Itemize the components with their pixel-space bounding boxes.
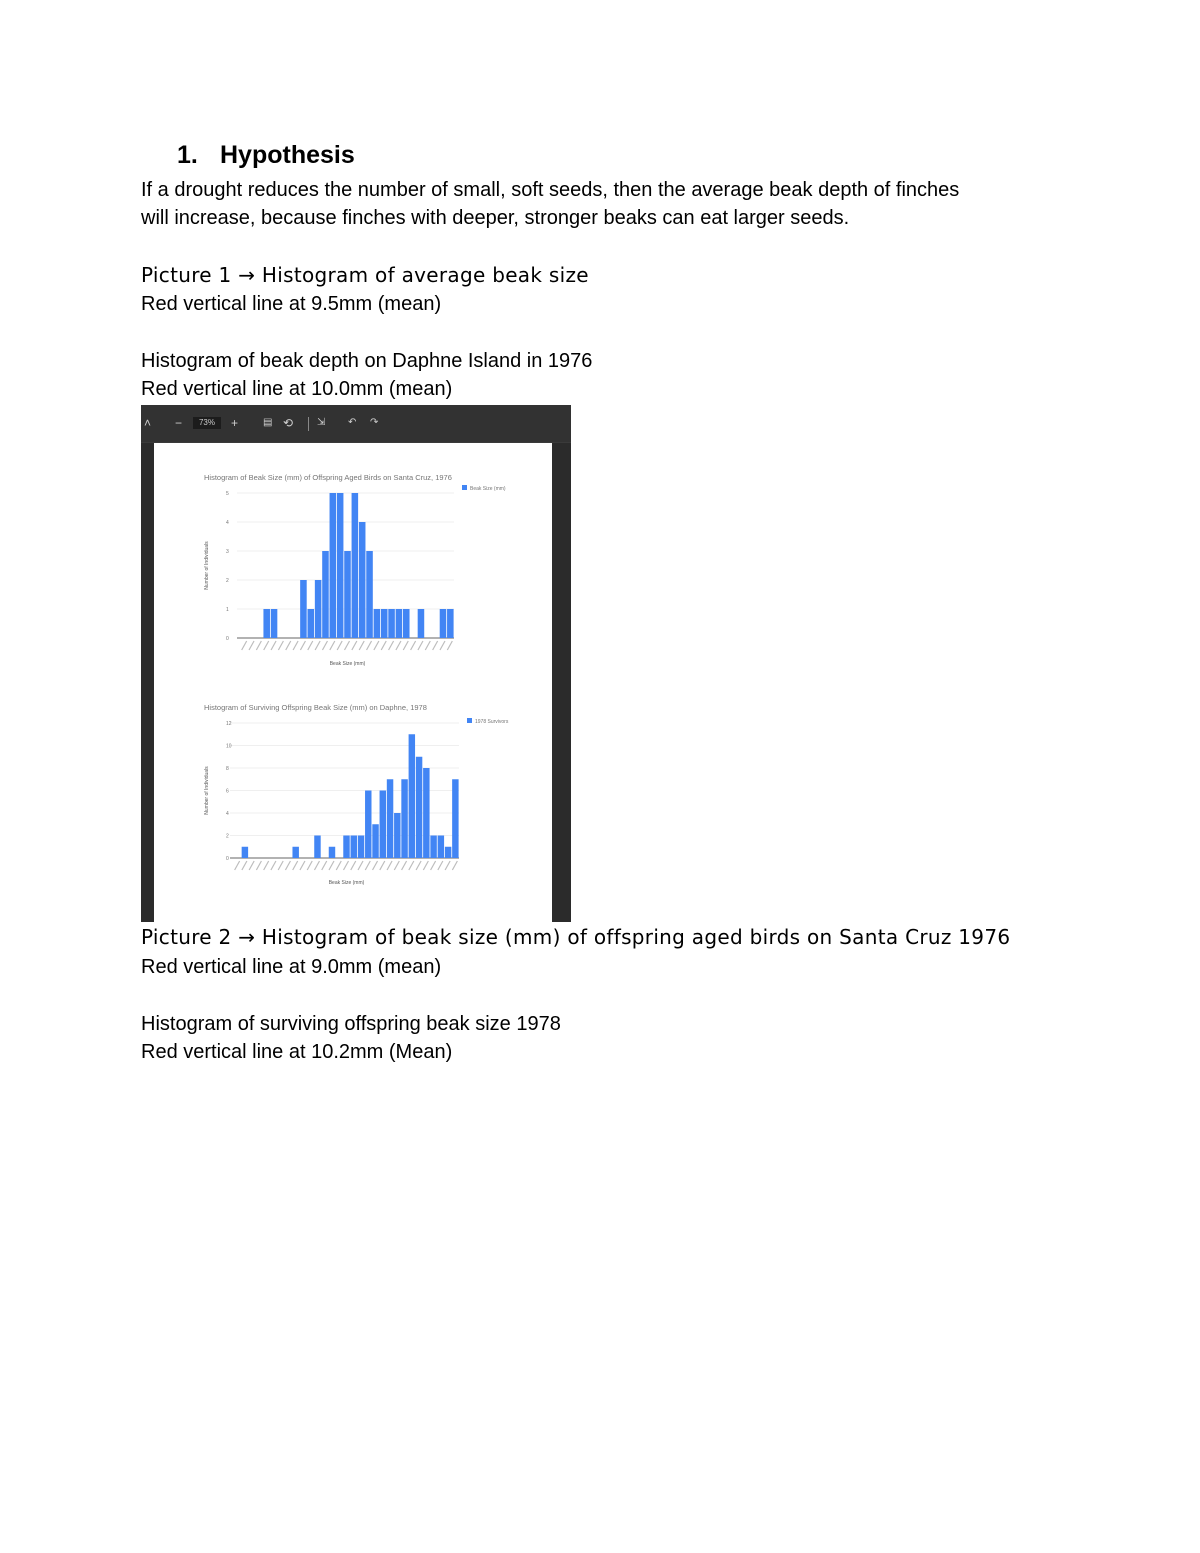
x-tick-mark <box>337 641 342 650</box>
histogram-bar <box>372 824 378 858</box>
x-tick-mark <box>256 641 261 650</box>
x-tick-mark <box>256 861 261 870</box>
x-tick-mark <box>264 861 269 870</box>
x-tick-mark <box>358 861 363 870</box>
x-tick-mark <box>315 641 320 650</box>
histogram-bar <box>352 493 359 638</box>
rotate-icon[interactable]: ⟲ <box>283 416 294 430</box>
picture2-title: Picture 2 → Histogram of beak size (mm) of offspring aged birds on Santa Cruz 1976 <box>141 925 1011 949</box>
zoom-out-icon[interactable]: − <box>175 416 183 430</box>
hypothesis-line-1: If a drought reduces the number of small, soft seeds, then the average beak depth of finches <box>141 179 960 201</box>
x-tick-mark <box>336 861 341 870</box>
y-tick-label: 10 <box>226 743 232 750</box>
histogram-bar <box>300 580 307 638</box>
histogram-bar <box>242 847 248 858</box>
y-axis-label: Number of Individuals <box>204 541 210 590</box>
histogram-bar <box>409 734 415 858</box>
histogram-bar <box>396 609 403 638</box>
chart-title: Histogram of Surviving Offspring Beak Size (mm) on Daphne, 1978 <box>204 703 427 712</box>
histogram-bar <box>292 847 298 858</box>
x-tick-mark <box>314 861 319 870</box>
x-tick-mark <box>418 641 423 650</box>
histogram-bar <box>314 836 320 859</box>
x-tick-mark <box>300 641 305 650</box>
x-tick-mark <box>286 641 291 650</box>
histogram-bar <box>271 609 278 638</box>
legend-swatch <box>467 718 472 723</box>
y-tick-label: 4 <box>226 811 229 817</box>
y-tick-label: 0 <box>226 856 229 862</box>
picture1-mean-line: Red vertical line at 9.5mm (mean) <box>141 293 442 315</box>
histogram-bar <box>416 757 422 858</box>
picture2b-title: Histogram of surviving offspring beak size 1978 <box>141 1013 561 1035</box>
x-tick-mark <box>242 641 247 650</box>
x-tick-mark <box>300 861 305 870</box>
legend-swatch <box>462 485 467 490</box>
x-tick-mark <box>249 641 254 650</box>
heading-title: Hypothesis <box>220 141 355 169</box>
histogram-bar <box>366 551 373 638</box>
x-tick-mark <box>394 861 399 870</box>
x-axis-label: Beak Size (mm) <box>329 661 366 667</box>
x-tick-mark <box>425 641 430 650</box>
x-tick-mark <box>307 861 312 870</box>
histogram-bar <box>374 609 381 638</box>
x-tick-mark <box>374 641 379 650</box>
picture1-title: Picture 1 → Histogram of average beak size <box>141 263 589 287</box>
histogram-santa-cruz-1976 <box>204 473 506 667</box>
x-tick-mark <box>431 861 436 870</box>
histogram-bar <box>329 847 335 858</box>
x-tick-mark <box>322 641 327 650</box>
x-tick-mark <box>249 861 254 870</box>
histogram-bar <box>322 551 329 638</box>
histogram-bar <box>344 551 351 638</box>
histogram-bar <box>365 791 371 859</box>
heading-number: 1. <box>177 141 198 169</box>
histogram-bar <box>387 779 393 858</box>
x-tick-mark <box>330 641 335 650</box>
y-tick-label: 4 <box>226 520 229 526</box>
x-tick-mark <box>416 861 421 870</box>
picture1b-mean-line: Red vertical line at 10.0mm (mean) <box>141 378 453 400</box>
x-axis-label: Beak Size (mm) <box>328 880 365 886</box>
histogram-bar <box>343 836 349 859</box>
x-tick-mark <box>293 641 298 650</box>
histogram-bar <box>351 836 357 859</box>
x-tick-mark <box>278 861 283 870</box>
histogram-bar <box>337 493 344 638</box>
histogram-bar <box>394 813 400 858</box>
x-tick-mark <box>242 861 247 870</box>
x-tick-mark <box>423 861 428 870</box>
y-tick-label: 6 <box>226 788 229 795</box>
x-tick-mark <box>440 641 445 650</box>
x-tick-mark <box>445 861 450 870</box>
x-tick-mark <box>380 861 385 870</box>
y-tick-label: 0 <box>226 636 229 642</box>
x-tick-mark <box>322 861 327 870</box>
histogram-bar <box>381 609 388 638</box>
x-tick-mark <box>308 641 313 650</box>
x-tick-mark <box>365 861 370 870</box>
x-tick-mark <box>433 641 438 650</box>
x-tick-mark <box>351 861 356 870</box>
x-tick-mark <box>271 861 276 870</box>
zoom-in-icon[interactable]: + <box>231 416 239 430</box>
histogram-bar <box>440 609 447 638</box>
viewer-toolbar <box>141 405 571 443</box>
x-tick-mark <box>285 861 290 870</box>
x-tick-mark <box>389 641 394 650</box>
x-tick-mark <box>402 861 407 870</box>
y-tick-label: 2 <box>226 578 229 584</box>
legend-label: 1978 Survivors <box>475 719 509 725</box>
x-tick-mark <box>452 861 457 870</box>
x-tick-mark <box>396 641 401 650</box>
zoom-level[interactable]: 73% <box>193 417 221 429</box>
x-tick-mark <box>367 641 372 650</box>
histogram-bar <box>430 836 436 859</box>
x-tick-mark <box>344 861 349 870</box>
histogram-bar <box>401 779 407 858</box>
y-tick-label: 1 <box>226 607 229 613</box>
x-tick-mark <box>403 641 408 650</box>
histogram-bar <box>315 580 322 638</box>
histogram-bar <box>380 791 386 859</box>
x-tick-mark <box>271 641 276 650</box>
x-tick-mark <box>447 641 452 650</box>
hypothesis-line-2: will increase, because finches with deeper, stronger beaks can eat larger seeds. <box>141 207 850 229</box>
picture1b-title: Histogram of beak depth on Daphne Island in 1976 <box>141 350 593 372</box>
histogram-bar <box>418 609 425 638</box>
x-tick-mark <box>387 861 392 870</box>
x-tick-mark <box>438 861 443 870</box>
picture2b-mean-line: Red vertical line at 10.2mm (Mean) <box>141 1041 453 1063</box>
y-axis-label: Number of Individuals <box>204 766 210 815</box>
histogram-bar <box>423 768 429 858</box>
menu-icon[interactable]: ˄ <box>144 416 152 430</box>
histograms-svg <box>154 443 552 922</box>
histogram-bar <box>403 609 410 638</box>
x-tick-mark <box>293 861 298 870</box>
chart-title: Histogram of Beak Size (mm) of Offspring Aged Birds on Santa Cruz, 1976 <box>204 473 452 482</box>
histogram-bar <box>308 609 315 638</box>
pdf-viewer-screenshot <box>141 405 571 922</box>
x-tick-mark <box>264 641 269 650</box>
select-icon[interactable]: ⇲ <box>317 417 326 428</box>
x-tick-mark <box>278 641 283 650</box>
y-tick-label: 2 <box>226 833 229 840</box>
pdf-page <box>154 443 552 922</box>
x-tick-mark <box>373 861 378 870</box>
y-tick-label: 8 <box>226 766 229 772</box>
undo-icon[interactable]: ↶ <box>348 417 357 428</box>
x-tick-mark <box>329 861 334 870</box>
histogram-bar <box>359 522 366 638</box>
picture2-mean-line: Red vertical line at 9.0mm (mean) <box>141 956 442 978</box>
section-heading <box>177 141 355 170</box>
toolbar-divider <box>308 417 309 431</box>
viewer-scroll-area <box>552 443 571 922</box>
histogram-bar <box>452 779 458 858</box>
x-tick-mark <box>352 641 357 650</box>
save-icon[interactable]: ▤ <box>263 417 273 428</box>
x-tick-mark <box>345 641 350 650</box>
x-tick-mark <box>235 861 240 870</box>
y-tick-label: 5 <box>226 491 229 497</box>
histogram-bar <box>388 609 395 638</box>
x-tick-mark <box>411 641 416 650</box>
histogram-bar <box>330 493 337 638</box>
x-tick-mark <box>409 861 414 870</box>
histogram-bar <box>447 609 454 638</box>
histogram-bar <box>438 836 444 859</box>
histogram-bar <box>445 847 451 858</box>
x-tick-mark <box>359 641 364 650</box>
histogram-bar <box>358 836 364 859</box>
y-tick-label: 12 <box>226 721 232 727</box>
histogram-bar <box>263 609 270 638</box>
redo-icon[interactable]: ↷ <box>370 417 379 428</box>
histogram-daphne-1978 <box>204 703 509 886</box>
y-tick-label: 3 <box>226 549 229 555</box>
x-tick-mark <box>381 641 386 650</box>
legend-label: Beak Size (mm) <box>470 486 506 492</box>
